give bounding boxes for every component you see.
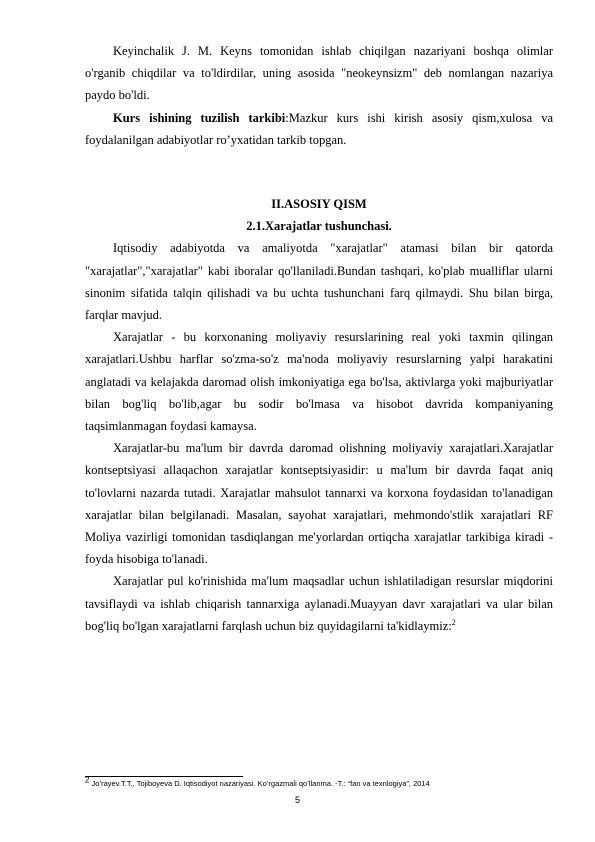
page-number: 5: [294, 795, 300, 805]
footnote-text: Jo’rayev.T.T., Tojiboyeva D. Iqtisodiyot nazariyasi. Ko’rgazmali qo’llanma. -T.: “fan va texnlogiya”, 2014: [89, 779, 430, 788]
subsection-heading: 2.1.Xarajatlar tushunchasi.: [246, 219, 392, 234]
paragraph-structure: [85, 107, 553, 151]
paragraph-keynes: Keyinchalik J. M. Keyns tomonidan ishlab chiqilgan nazariyani boshqa olimlar o'rganib chiqdilar va to'ldirdilar, uning asosida "neokeynsizm" deb nomlangan nazariya paydo bo'ldi.: [85, 44, 553, 103]
section-heading: II.ASOSIY QISM: [271, 197, 367, 212]
footnote-number: 2: [85, 775, 90, 785]
document-body: [85, 40, 553, 637]
paragraph-terms: Iqtisodiy adabiyotda va amaliyotda "xarajatlar" atamasi bilan bir qatorda "xarajatlar","xarajatlar" kabi iboralar qo'llaniladi.Bundan tashqari, ko'plab mualliflar ularni sinonim sifatida talqin qilishadi va bu uchta tushunchani farq qilmaydi. Shu bilan birga, farqlar mavjud.: [85, 241, 553, 323]
paragraph-costs-definition: Xarajatlar-bu ma'lum bir davrda daromad olishning moliyaviy xarajatlari.Xarajatlar kontseptsiyasi allaqachon xarajatlar kontseptsiyasidir: u ma'lum bir davrda faqat aniq to'lovlarni nazarda tutadi. Xarajatlar mahsulot tannarxi va korxona foydasidan to'lanadigan xarajatlar bilan belgilanadi. Masalan, sayohat xarajatlari, mehmondo'stlik xarajatlari RF Moliya vazirligi tomonidan tasdiqlangan me'yorlardan ortiqcha xarajatlar tarkibiga kiradi - foyda hisobiga to'lanadi.: [85, 441, 553, 567]
resources-text: Xarajatlar pul ko'rinishida ma'lum maqsadlar uchun ishlatiladigan resurslar miqdorini tavsiflaydi va ishlab chiqarish tannarxiga aylanadi.Muayyan davr xarajatlari va ular bilan bog'liq bo'lgan xarajatlarni farqlash uchun biz quyidagilarni ta'kidlaymiz:: [85, 574, 553, 633]
footnote: [85, 775, 555, 788]
structure-label: Kurs ishining tuzilish tarkibi: [113, 110, 286, 125]
structure-text: :Mazkur kurs ishi kirish asosiy qism,xulosa va foydalanilgan adabiyotlar ro’yxatidan tarkib topgan.: [85, 110, 553, 147]
footnote-reference: 2: [451, 617, 456, 627]
footnote-divider: [85, 776, 243, 777]
paragraph-resources: [85, 570, 553, 637]
paragraph-expenses-definition: Xarajatlar - bu korxonaning moliyaviy resurslarining real yoki taxmin qilingan xarajatlari.Ushbu harflar so'zma-so'z ma'noda moliyaviy resurslarning yalpi harakatini anglatadi va kelajakda daromad olish imkoniyatiga ega bo'lsa, aktivlarga yoki majburiyatlar bilan bog'liq bo'lib,agar bu sodir bo'lmasa va hisobot davrida kompaniyaning taqsimlanmagan foydasi kamaysa.: [85, 330, 553, 434]
